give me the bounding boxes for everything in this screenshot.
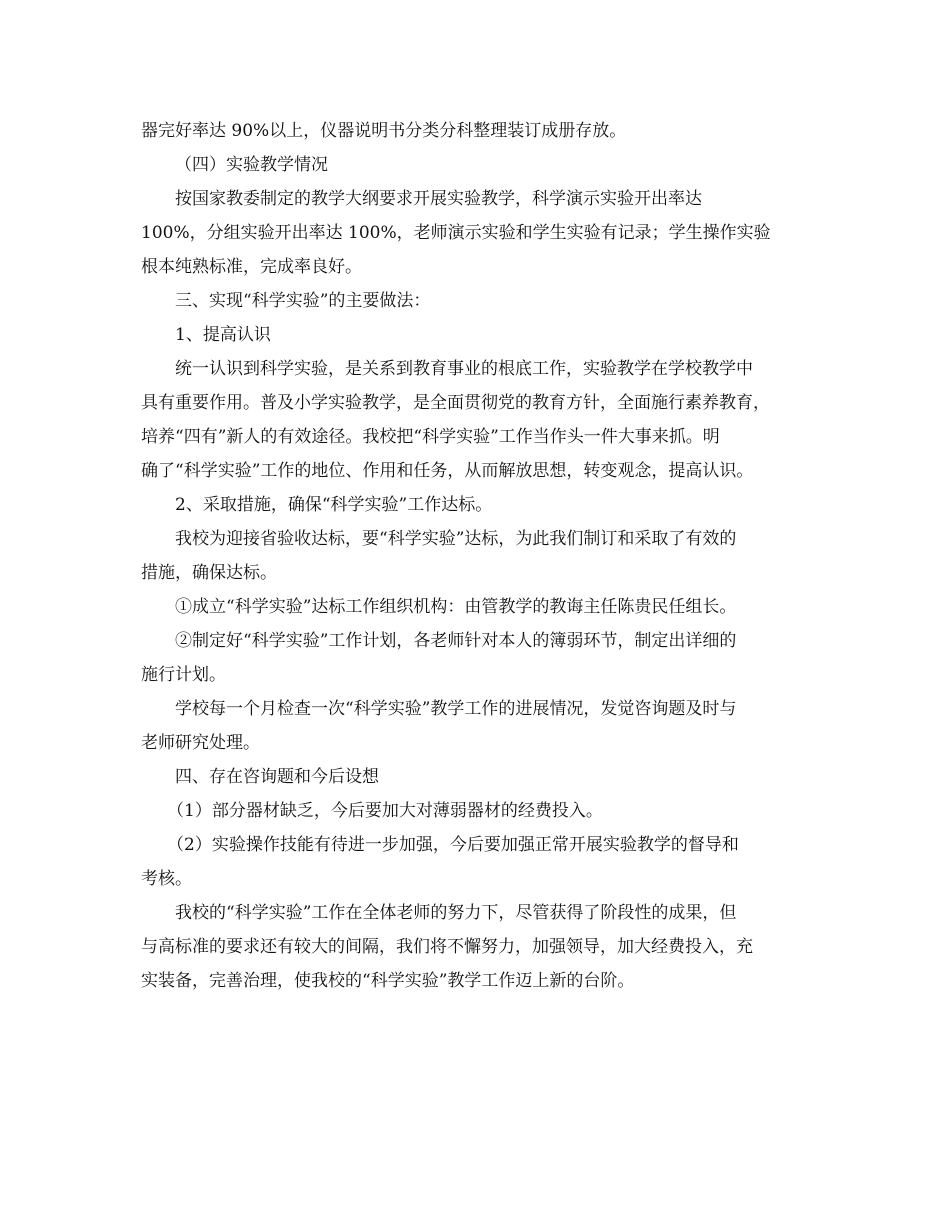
section-heading: 三、实现“科学实验”的主要做法： bbox=[175, 291, 431, 311]
text-line: 老师研究处理。 bbox=[141, 733, 260, 753]
section-heading: 2、采取措施，确保“科学实验”工作达标。 bbox=[175, 495, 493, 515]
text-line: 施行计划。 bbox=[141, 665, 226, 685]
text-line: 培养“四有”新人的有效途径。我校把“科学实验”工作当作头一件大事来抓。明 bbox=[141, 427, 720, 447]
paragraph-line: 学校每一个月检查一次“科学实验”教学工作的进展情况，发觉咨询题及时与 bbox=[175, 699, 737, 719]
section-heading: 四、存在咨询题和今后设想 bbox=[175, 767, 379, 787]
text-line: 与高标准的要求还有较大的间隔，我们将不懈努力，加强领导，加大经费投入，充 bbox=[141, 937, 753, 957]
section-heading: （四）实验教学情况 bbox=[175, 155, 328, 175]
text-line: 根本纯熟标准，完成率良好。 bbox=[141, 257, 362, 277]
text-line: 100%，分组实验开出率达 100%，老师演示实验和学生实验有记录；学生操作实验 bbox=[141, 223, 771, 243]
list-item: （1）部分器材缺乏，今后要加大对薄弱器材的经费投入。 bbox=[167, 801, 603, 821]
text-line: 实装备，完善治理，使我校的“科学实验”教学工作迈上新的台阶。 bbox=[141, 971, 635, 991]
text-line: 措施，确保达标。 bbox=[141, 563, 277, 583]
paragraph-line: 我校为迎接省验收达标，要“科学实验”达标，为此我们制订和采取了有效的 bbox=[175, 529, 737, 549]
document-body bbox=[141, 114, 821, 998]
text-line: 器完好率达 90%以上，仪器说明书分类分科整理装订成册存放。 bbox=[141, 121, 627, 141]
text-line: 具有重要作用。普及小学实验教学，是全面贯彻党的教育方针，全面施行素养教育， bbox=[141, 393, 770, 413]
paragraph-line: 统一认识到科学实验，是关系到教育事业的根底工作，实验教学在学校教学中 bbox=[175, 359, 753, 379]
paragraph-line: 我校的“科学实验”工作在全体老师的努力下，尽管获得了阶段性的成果，但 bbox=[175, 903, 737, 923]
list-item: （2）实验操作技能有待进一步加强，今后要加强正常开展实验教学的督导和 bbox=[167, 835, 739, 855]
list-item: ②制定好“科学实验”工作计划，各老师针对本人的簿弱环节，制定出详细的 bbox=[175, 631, 737, 651]
paragraph-line: 按国家教委制定的教学大纲要求开展实验教学，科学演示实验开出率达 bbox=[175, 189, 702, 209]
list-item: ①成立“科学实验”达标工作组织机构：由管教学的教诲主任陈贵民任组长。 bbox=[175, 597, 737, 617]
text-line: 确了“科学实验”工作的地位、作用和任务，从而解放思想，转变观念，提高认识。 bbox=[141, 461, 754, 481]
text-line: 考核。 bbox=[141, 869, 192, 889]
section-heading: 1、提高认识 bbox=[175, 325, 271, 345]
